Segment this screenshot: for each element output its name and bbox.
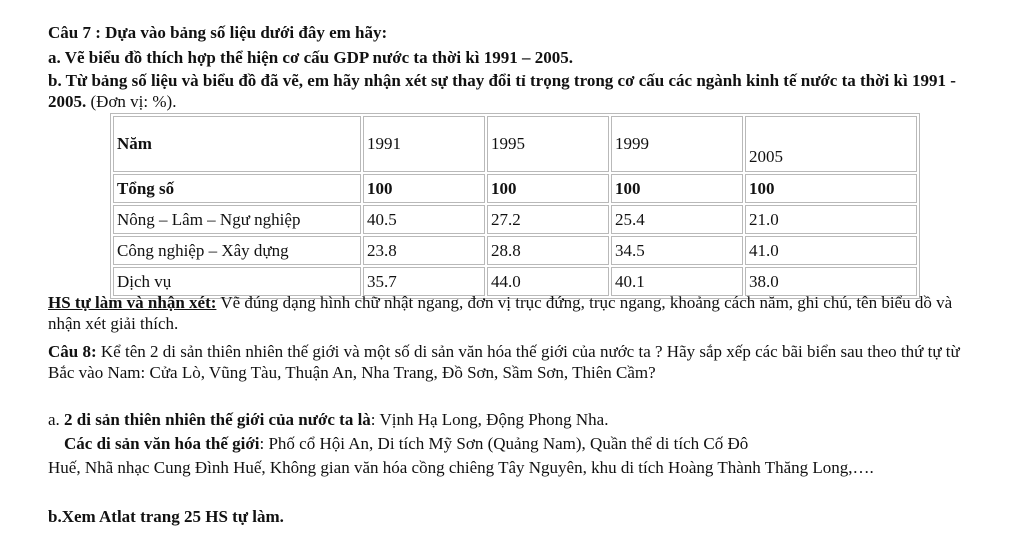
- q7-part-b: [48, 70, 978, 112]
- header-cell-1991: 1991: [363, 116, 485, 172]
- q7-part-b-text: b. Từ bảng số liệu và biểu đồ đã vẽ, em hãy nhận xét sự thay đổi tỉ trọng trong cơ cấu các ngành kinh tế nước ta thời kì 1991 - 2005.: [48, 71, 956, 111]
- q7-part-a: a. Vẽ biểu đồ thích hợp thể hiện cơ cấu GDP nước ta thời kì 1991 – 2005.: [48, 48, 574, 67]
- hs-note-text: Vẽ đúng dạng hình chữ nhật ngang, đơn vị trục đứng, trục ngang, khoảng cách năm, ghi chú, tên biểu dồ và nhận xét giải thích.: [48, 293, 953, 333]
- q8-answer-b: b.Xem Atlat trang 25 HS tự làm.: [48, 507, 284, 526]
- q8-cultural-heritage: [48, 433, 994, 454]
- table-cell: 100: [487, 174, 609, 203]
- hs-note-label: HS tự làm và nhận xét:: [48, 293, 217, 312]
- table-cell: 40.1: [611, 267, 743, 296]
- q8-answer-a-prefix: a.: [48, 410, 65, 429]
- table-cell: 28.8: [487, 236, 609, 265]
- row-label-agriculture: Nông – Lâm – Ngư nghiệp: [113, 205, 361, 234]
- table-cell: 23.8: [363, 236, 485, 265]
- table-row: [113, 205, 917, 234]
- q8-question-text: Kể tên 2 di sản thiên nhiên thế giới và một số di sản văn hóa thế giới của nước ta ? Hãy sắp xếp các bãi biển sau theo thứ tự từ Bắc vào Nam: Cửa Lò, Vũng Tàu, Thuận An, Nha Trang, Đồ Sơn, Sầm Sơn, Thiên Cầm?: [48, 342, 960, 382]
- row-label-services: Dịch vụ: [113, 267, 361, 296]
- q8-answer-a: [48, 409, 978, 430]
- table-cell: 41.0: [745, 236, 917, 265]
- table-cell: 35.7: [363, 267, 485, 296]
- q8-label: Câu 8:: [48, 342, 97, 361]
- table-header-row: [113, 116, 917, 172]
- table-cell: 100: [363, 174, 485, 203]
- q7-unit-note: (Đơn vị: %).: [86, 92, 177, 111]
- q8-answer-a-text: : Vịnh Hạ Long, Động Phong Nha.: [370, 410, 609, 429]
- table-cell: 40.5: [363, 205, 485, 234]
- table-cell: 38.0: [745, 267, 917, 296]
- header-cell-year: Năm: [113, 116, 361, 172]
- table-cell: 44.0: [487, 267, 609, 296]
- hs-note: [48, 292, 978, 334]
- q8-cultural-heritage-continued: Huế, Nhã nhạc Cung Đình Huế, Không gian văn hóa cồng chiêng Tây Nguyên, khu di tích Hoàng Thành Thăng Long,….: [48, 458, 874, 477]
- q8-question: [48, 341, 978, 383]
- header-cell-1995: 1995: [487, 116, 609, 172]
- row-label-industry: Công nghiệp – Xây dựng: [113, 236, 361, 265]
- q7-title: Câu 7 : Dựa vào bảng số liệu dưới đây em hãy:: [48, 23, 388, 42]
- table-cell: 27.2: [487, 205, 609, 234]
- gdp-structure-table: [110, 113, 920, 299]
- table-cell: 34.5: [611, 236, 743, 265]
- q8-cultural-text: : Phố cổ Hội An, Di tích Mỹ Sơn (Quảng Nam), Quần thể di tích Cố Đô: [259, 434, 749, 453]
- table-row: [113, 174, 917, 203]
- header-cell-2005: 2005: [745, 116, 917, 172]
- header-cell-1999: 1999: [611, 116, 743, 172]
- table-row: [113, 236, 917, 265]
- q8-cultural-label: Các di sản văn hóa thế giới: [64, 434, 260, 453]
- row-label-total: Tổng số: [113, 174, 361, 203]
- table-cell: 21.0: [745, 205, 917, 234]
- table-cell: 25.4: [611, 205, 743, 234]
- table-cell: 100: [745, 174, 917, 203]
- table-cell: 100: [611, 174, 743, 203]
- q8-answer-a-label: 2 di sản thiên nhiên thế giới của nước ta là: [64, 410, 371, 429]
